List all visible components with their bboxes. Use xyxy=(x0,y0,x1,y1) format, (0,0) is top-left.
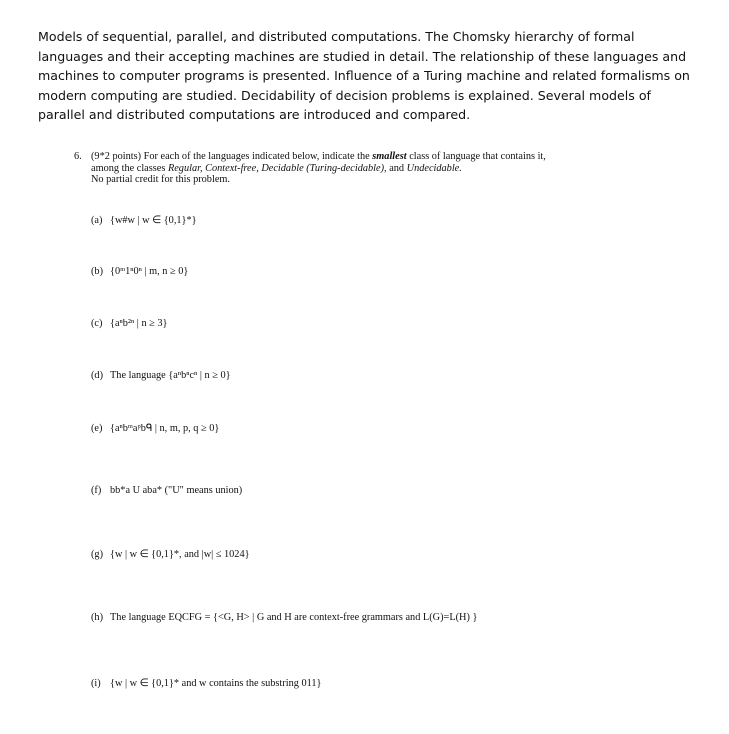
part-label: (h) xyxy=(91,612,104,623)
part-i xyxy=(91,677,321,689)
part-text: {0ᵐ1ⁿ0ⁿ | m, n ≥ 0} xyxy=(110,266,189,277)
part-text: The language EQCFG = {<G, H> | G and H are context-free grammars and L(G)=L(H) } xyxy=(110,612,478,623)
statement-text-2: class of language that contains it, among the classes xyxy=(91,151,546,174)
part-text: {w | w ∈ {0,1}*, and |w| ≤ 1024} xyxy=(110,549,250,560)
part-label: (e) xyxy=(91,423,103,434)
part-label: (f) xyxy=(91,485,102,496)
part-label: (d) xyxy=(91,370,104,381)
part-label: (b) xyxy=(91,266,104,277)
part-text: The language {aⁿbⁿcⁿ | n ≥ 0} xyxy=(110,370,231,381)
part-text: {w | w ∈ {0,1}* and w contains the substring 011} xyxy=(110,678,322,689)
part-a xyxy=(91,214,197,226)
points-text: (9*2 points) For each of the languages indicated below, indicate the xyxy=(91,151,370,162)
problem-number: 6. xyxy=(74,151,82,162)
part-f xyxy=(91,485,242,496)
undecidable-class: Undecidable. xyxy=(406,162,462,174)
classes-list: Regular, Context-free, Decidable (Turing-decidable), xyxy=(167,162,387,174)
partial-credit-note: No partial credit for this problem. xyxy=(91,174,230,185)
part-label: (g) xyxy=(91,549,104,560)
part-h xyxy=(91,612,477,623)
part-g xyxy=(91,548,250,560)
smallest-emphasis: smallest xyxy=(372,151,407,162)
part-text: {w#w | w ∈ {0,1}*} xyxy=(110,215,197,226)
part-label: (i) xyxy=(91,678,101,689)
part-b xyxy=(91,266,188,277)
part-text: {aⁿb²ⁿ | n ≥ 3} xyxy=(110,318,168,329)
part-text: {aⁿbᵐaᵖbᑫ | n, m, p, q ≥ 0} xyxy=(110,423,220,434)
part-c xyxy=(91,318,167,329)
and-text: and xyxy=(389,162,405,174)
problem-statement xyxy=(91,151,554,186)
problem-6 xyxy=(74,151,554,186)
part-d xyxy=(91,370,231,381)
part-e xyxy=(91,422,219,434)
course-description: Models of sequential, parallel, and distributed computations. The Chomsky hierarchy of formal languages and their accepting machines are studied in detail. The relationship of these languages and machines to computer programs is presented. Influence of a Turing machine and related formalisms on modern computing are studied. Decidability of decision problems is explained. Several models of parallel and distributed computations are introduced and compared. xyxy=(38,29,690,123)
part-label: (a) xyxy=(91,215,103,226)
part-text: bb*a U aba* ("U" means union) xyxy=(110,485,243,496)
part-label: (c) xyxy=(91,318,103,329)
